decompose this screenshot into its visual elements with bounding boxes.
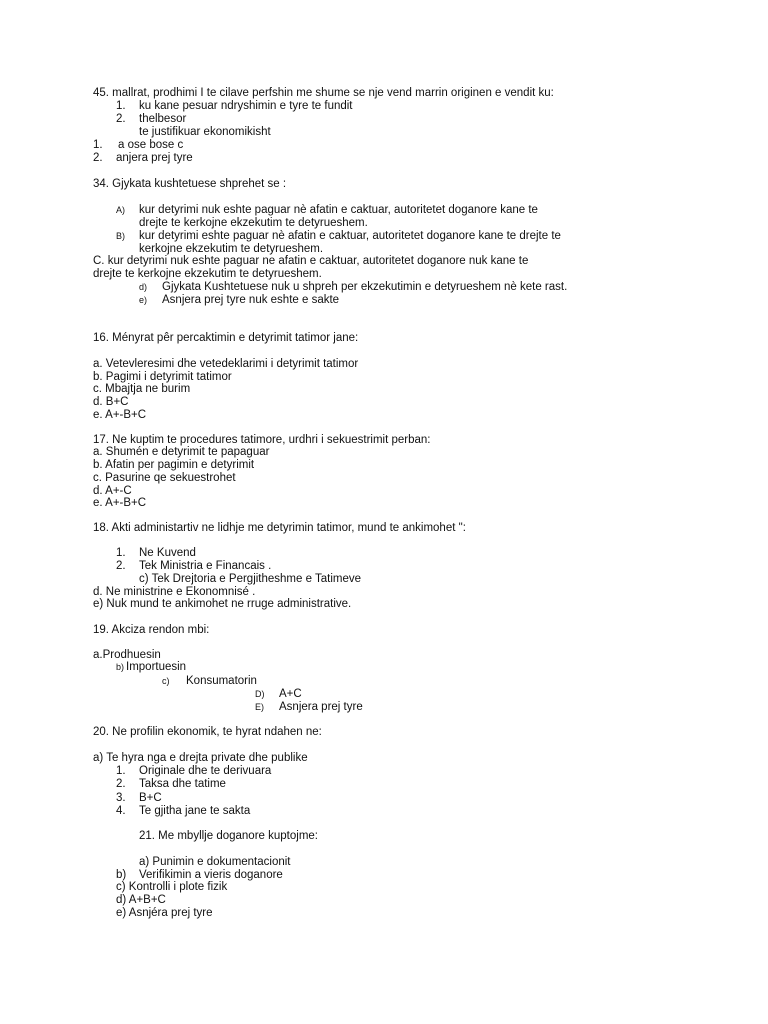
q17-option: b. Afatin per pagimin e detyrimit [93, 459, 255, 471]
q19-d-text: A+C [279, 688, 302, 700]
q17-option: a. Shumén e detyrimit te papaguar [93, 446, 270, 458]
q21-c-text: c) Kontrolli i plote fizik [116, 881, 228, 893]
q45-item-text: te justifikuar ekonomikisht [139, 126, 271, 138]
q45-item-marker: 2. [116, 113, 126, 125]
q45-item-marker: 2. [93, 152, 103, 164]
q45-item-text: ku kane pesuar ndryshimin e tyre te fundit [139, 100, 353, 112]
q21-d-text: d) A+B+C [116, 894, 166, 906]
q34-b-line1: kur detyrimi eshte paguar nè afatin e caktuar, autoritetet doganore kane te drejte te [139, 230, 561, 242]
q45-item-text: anjera prej tyre [116, 152, 193, 164]
q34-a-marker: A) [116, 205, 125, 215]
q20-item-marker: 1. [116, 765, 126, 777]
q17-option: e. A+-B+C [93, 497, 147, 509]
question-34: 34. Gjykata kushtetuese shprehet se : [93, 178, 287, 190]
q19-e-marker: E) [255, 702, 264, 712]
q18-o1-text: Ne Kuvend [139, 547, 196, 559]
q18-o1-marker: 1. [116, 547, 126, 559]
q16-option: e. A+-B+C [93, 409, 147, 421]
q18-o2-text: Tek Ministria e Financais . [139, 560, 272, 572]
q19-b-marker: b) [116, 662, 125, 672]
q20-item-text: Taksa dhe tatime [139, 778, 226, 790]
q21-a-text: a) Punimin e dokumentacionit [139, 856, 291, 868]
q34-d-marker: d) [139, 282, 148, 292]
q17-option: d. A+-C [93, 485, 132, 497]
q34-e-marker: e) [139, 295, 148, 305]
q16-option: d. B+C [93, 396, 129, 408]
q20-item-text: Te gjitha jane te sakta [139, 805, 251, 817]
q19-e-text: Asnjera prej tyre [279, 701, 363, 713]
question-19: 19. Akciza rendon mbi: [93, 624, 210, 636]
question-18: 18. Akti administartiv ne lidhje me detyrimin tatimor, mund te ankimohet ": [93, 522, 466, 534]
q16-option: b. Pagimi i detyrimit tatimor [93, 371, 232, 383]
q45-item-marker: 1. [116, 100, 126, 112]
q34-b-marker: B) [116, 231, 125, 241]
q20-item-text: B+C [139, 792, 162, 804]
q18-o2-marker: 2. [116, 560, 126, 572]
q19-a-text: a.Prodhuesin [93, 649, 161, 661]
question-21: 21. Me mbyllje doganore kuptojme: [139, 830, 318, 842]
q34-a-line2: drejte te kerkojne ekzekutim te detyrueshem. [139, 217, 368, 229]
q16-option: c. Mbajtja ne burim [93, 383, 191, 395]
q19-b-text: Importuesin [126, 661, 187, 673]
q18-o4-text: d. Ne ministrine e Ekonomnisé . [93, 586, 256, 598]
q34-b-line2: kerkojne ekzekutim te detyrueshem. [139, 243, 324, 255]
q21-e-text: e) Asnjéra prej tyre [116, 907, 213, 919]
question-17: 17. Ne kuptim te procedures tatimore, urdhri i sekuestrimit perban: [93, 434, 431, 446]
question-20: 20. Ne profilin ekonomik, te hyrat ndahen ne: [93, 726, 322, 738]
q18-o3-text: c) Tek Drejtoria e Pergjitheshme e Tatimeve [139, 573, 362, 585]
q34-c-line1: C. kur detyrimi nuk eshte paguar ne afatin e caktuar, autoritetet doganore nuk kane te [93, 255, 529, 267]
q18-o5-text: e) Nuk mund te ankimohet ne rruge administrative. [93, 598, 352, 610]
q19-d-marker: D) [255, 689, 265, 699]
q20-item-marker: 4. [116, 805, 126, 817]
question-45: 45. mallrat, prodhimi I te cilave perfshin me shume se nje vend marrin originen e vendit ku: [93, 87, 554, 99]
q21-b-text: Verifikimin a vieris doganore [139, 869, 283, 881]
q34-d-text: Gjykata Kushtetuese nuk u shpreh per ekzekutimin e detyrueshem nè kete rast. [162, 281, 568, 293]
q34-e-text: Asnjera prej tyre nuk eshte e sakte [162, 294, 340, 306]
q19-c-text: Konsumatorin [186, 675, 257, 687]
q16-option: a. Vetevleresimi dhe vetedeklarimi i detyrimit tatimor [93, 358, 359, 370]
q21-b-marker: b) [116, 869, 127, 881]
q34-a-line1: kur detyrimi nuk eshte paguar nè afatin e caktuar, autoritetet doganore kane te [139, 204, 538, 216]
q17-option: c. Pasurine qe sekuestrohet [93, 472, 236, 484]
q45-item-marker: 1. [93, 139, 103, 151]
q19-c-marker: c) [162, 676, 170, 686]
q20-item-marker: 2. [116, 778, 126, 790]
q20-item-text: Originale dhe te derivuara [139, 765, 272, 777]
question-16: 16. Ményrat pêr percaktimin e detyrimit tatimor jane: [93, 332, 359, 344]
q34-c-line2: drejte te kerkojne ekzekutim te detyrueshem. [93, 268, 322, 280]
q20-item-marker: 3. [116, 792, 126, 804]
q20-a-text: a) Te hyra nga e drejta private dhe publike [93, 752, 308, 764]
q45-item-text: a ose bose c [118, 139, 184, 151]
q45-item-text: thelbesor [139, 113, 187, 125]
